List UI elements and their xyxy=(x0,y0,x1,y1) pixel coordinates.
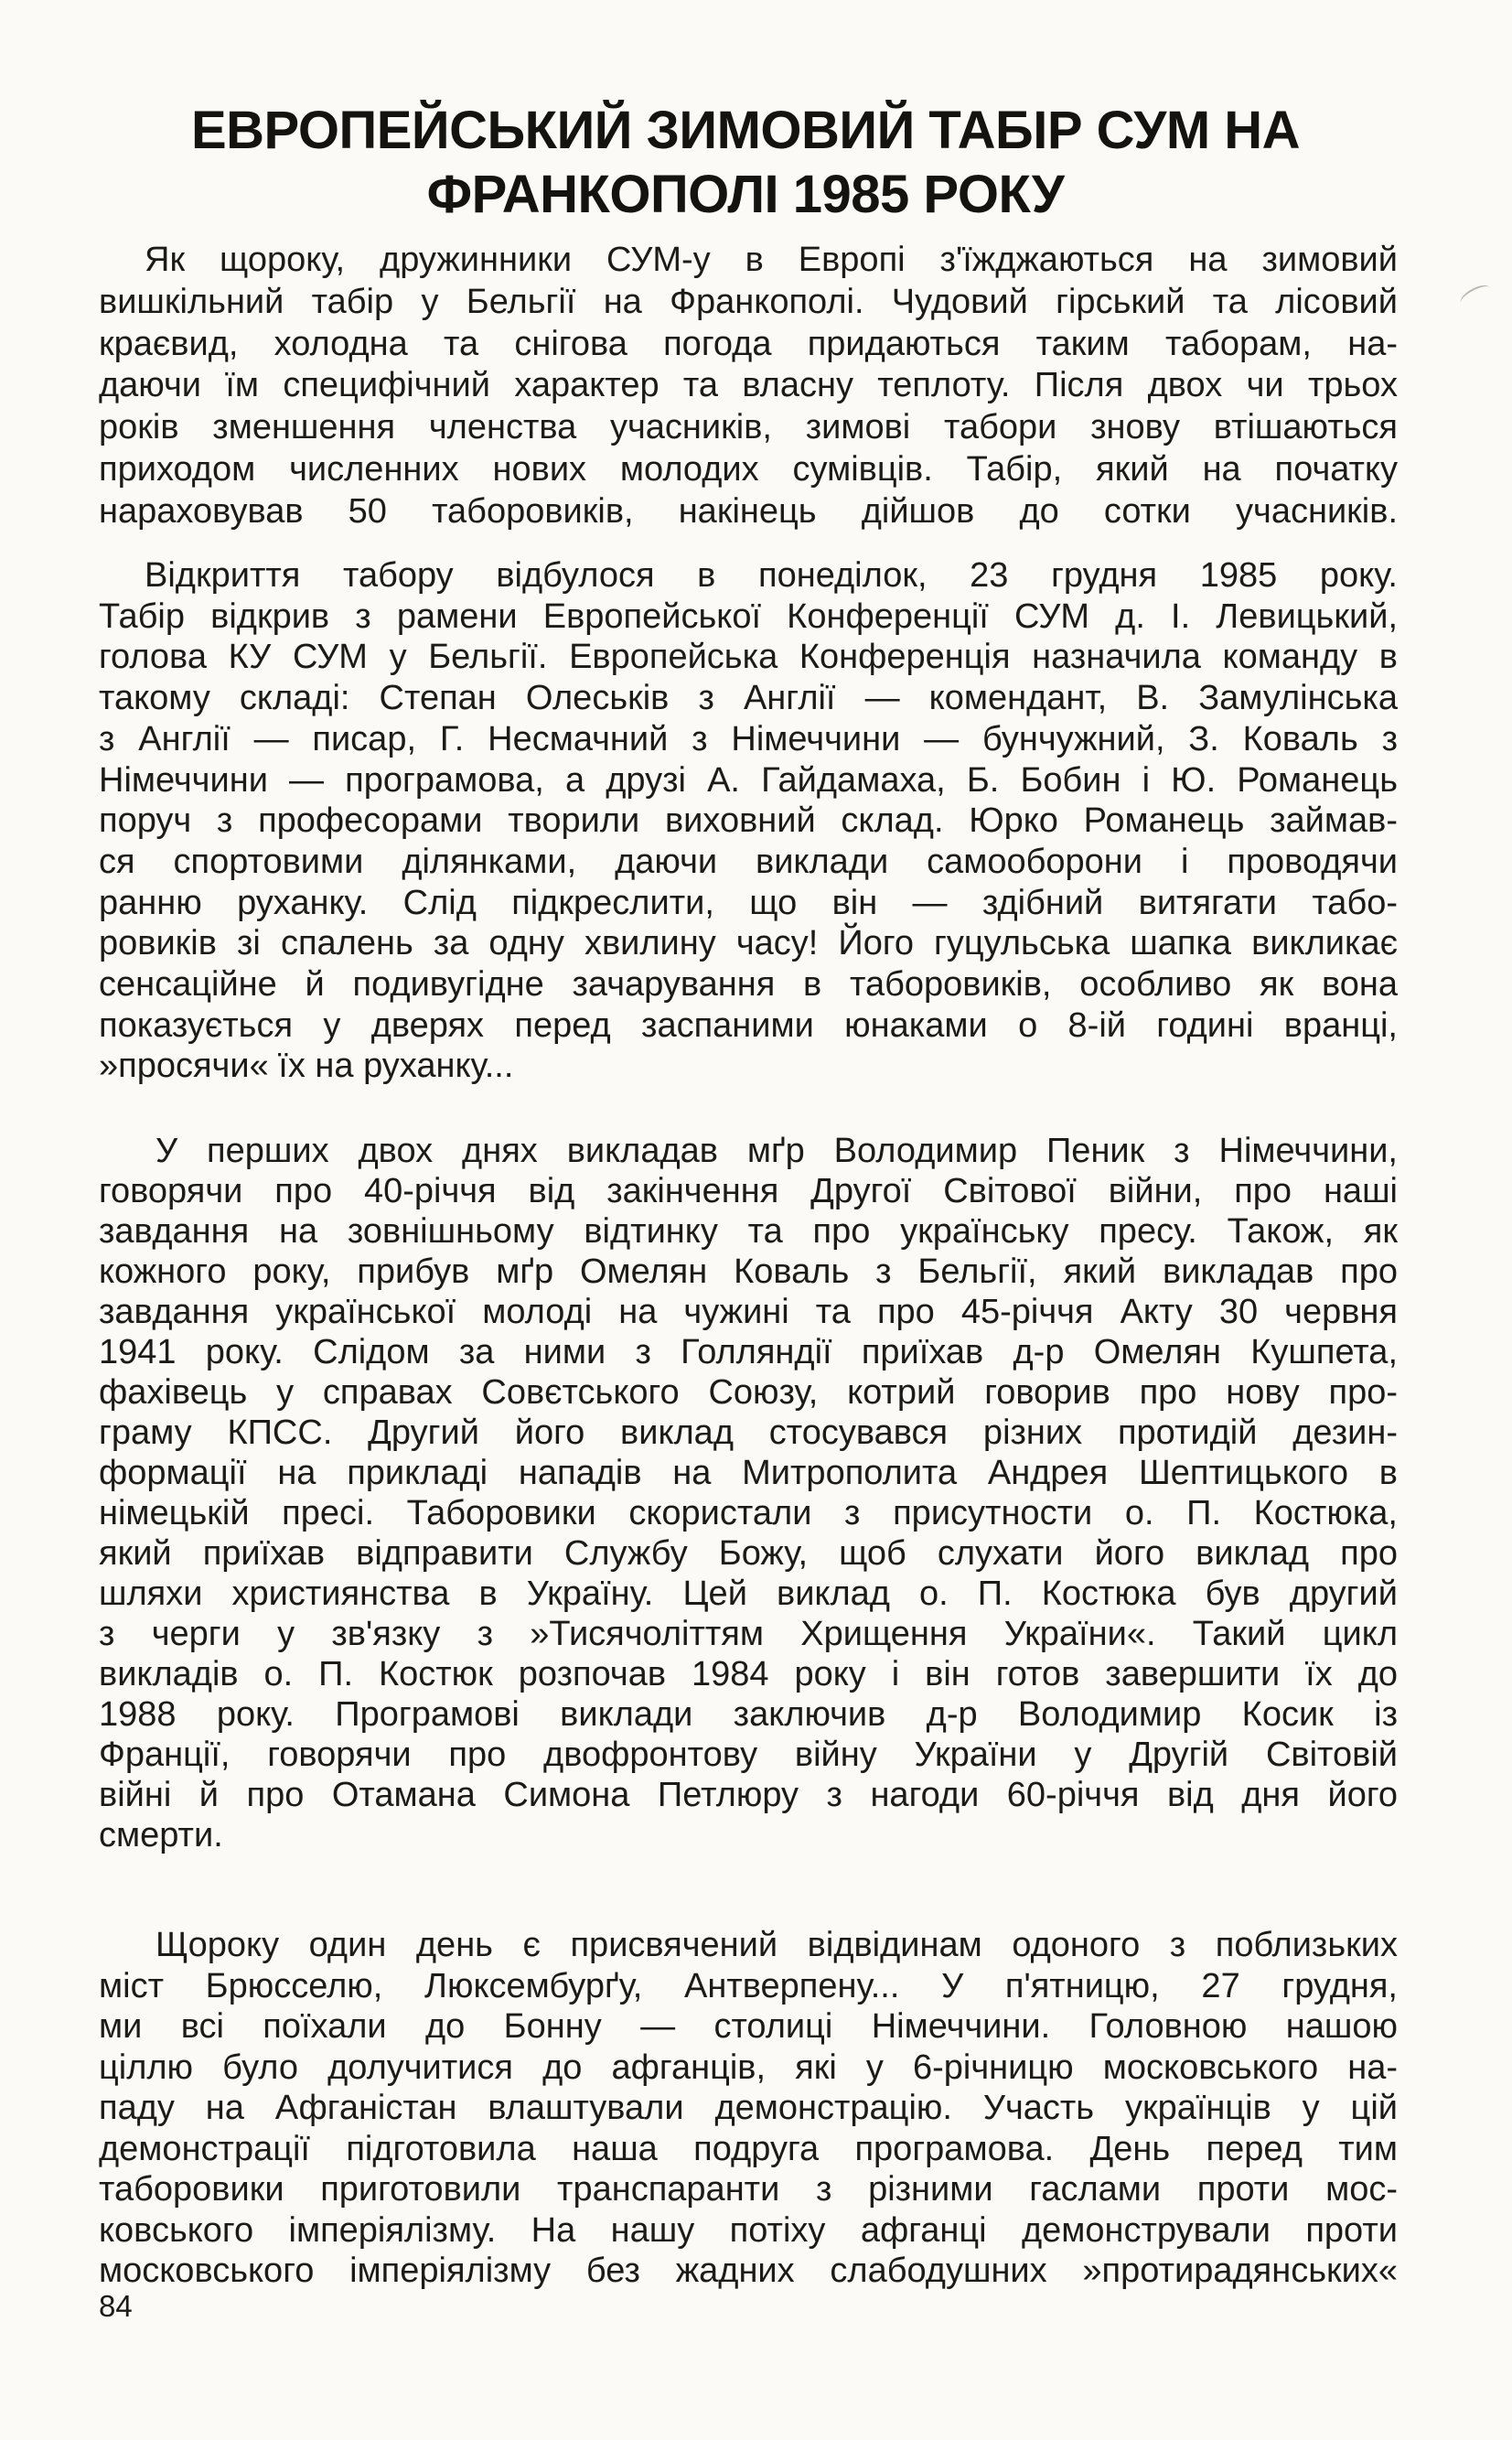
text-line: сенсаційне й подивугідне зачарування в таборовиків, особливо як вона xyxy=(99,965,1398,1005)
text-line: граму КПСС. Другий його виклад стосувався різних протидій дезин- xyxy=(99,1413,1398,1452)
text-line: ковського імперіялізму. На нашу потіху афганці демонстрували проти xyxy=(99,2210,1398,2250)
text-line: говорячи про 40-річчя від закінчення Другої Світової війни, про наші xyxy=(99,1172,1398,1210)
text-line: фахівець у справах Совєтського Союзу, котрий говорив про нову про- xyxy=(99,1373,1398,1412)
page-number: 84 xyxy=(99,2289,133,2323)
text-line: завдання української молоді на чужині та про 45-річчя Акту 30 червня xyxy=(99,1293,1398,1331)
text-line: з черги у зв'язку з »Тисячоліттям Хрищення України«. Такий цикл xyxy=(99,1615,1398,1653)
text-line: ся спортовими ділянками, даючи виклади самооборони і проводячи xyxy=(99,842,1398,881)
text-line: Як щороку, дружинники СУМ-у в Европі з'їжджаються на зимовий xyxy=(145,241,1398,279)
paragraph-excursion xyxy=(99,1925,1398,2292)
paragraph-opening xyxy=(99,555,1398,1087)
article-title xyxy=(91,99,1399,227)
text-line: кожного року, прибув мґр Омелян Коваль з Бельгії, який викладав про xyxy=(99,1252,1398,1291)
margin-mark xyxy=(1457,281,1493,309)
text-line: московського імперіялізму без жадних слабодушних »протирадянських« xyxy=(99,2252,1398,2290)
text-line: ціллю було долучитися до афганців, які у 6-річницю московського на- xyxy=(99,2048,1398,2087)
text-line: 1941 року. Слідом за ними з Голляндії приїхав д-р Омелян Кушпета, xyxy=(99,1333,1398,1371)
text-line: ранню руханку. Слід підкреслити, що він — здібний витягати табо- xyxy=(99,883,1398,922)
text-line: Табір відкрив з рамени Европейської Конференції СУМ д. І. Левицький, xyxy=(99,597,1398,636)
text-line: формації на прикладі нападів на Митрополита Андрея Шептицького в xyxy=(99,1454,1398,1492)
text-line: У перших двох днях викладав мґр Володимир Пеник з Німеччини, xyxy=(155,1132,1398,1170)
title-line: ЕВРОПЕЙСЬКИЙ ЗИМОВИЙ ТАБІР СУМ НА xyxy=(190,101,1301,160)
text-line: поруч з професорами творили виховний склад. Юрко Романець займав- xyxy=(99,801,1398,841)
text-line: німецькій пресі. Таборовики скористали з присутности о. П. Костюка, xyxy=(99,1494,1398,1532)
paragraph-intro xyxy=(99,240,1398,533)
text-line: смерти. xyxy=(99,1816,223,1854)
text-line: Щороку один день є присвячений відвідинам одоного з поблизьких xyxy=(155,1926,1398,1964)
text-line: даючи їм специфічний характер та власну теплоту. Після двох чи трьох xyxy=(99,366,1398,405)
text-line: викладів о. П. Костюк розпочав 1984 року і він готов завершити їх до xyxy=(99,1655,1398,1693)
text-line: шляхи християнства в Україну. Цей виклад о. П. Костюка був другий xyxy=(99,1575,1398,1613)
text-line: завдання на зовнішньому відтинку та про українську пресу. Також, як xyxy=(99,1212,1398,1251)
text-line: паду на Афганістан влаштували демонстрацію. Участь українців у цій xyxy=(99,2089,1398,2127)
text-line: Відкриття табору відбулося в понеділок, 23 грудня 1985 року. xyxy=(145,556,1398,595)
text-line: Німеччини — програмова, а друзі А. Гайдамаха, Б. Бобин і Ю. Романець xyxy=(99,760,1398,800)
text-line: 1988 року. Програмові виклади заключив д-р Володимир Косик із xyxy=(99,1695,1398,1734)
text-line: »просячи« їх на руханку... xyxy=(99,1047,514,1086)
text-line: з Англії — писар, Г. Несмачний з Німеччини — бунчужний, З. Коваль з xyxy=(99,719,1398,758)
text-line: нараховував 50 таборовиків, накінець дійшов до сотки учасників. xyxy=(99,491,1398,531)
text-line: такому складі: Степан Олеськів з Англії — комендант, В. Замулінська xyxy=(99,679,1398,718)
title-line: ФРАНКОПОЛІ 1985 РОКУ xyxy=(426,165,1065,224)
text-line: років зменшення членства учасників, зимові табори знову втішаються xyxy=(99,408,1398,447)
text-line: міст Брюсселю, Люксембурґу, Антверпену... У п'ятницю, 27 грудня, xyxy=(99,1966,1398,2005)
text-line: який приїхав відправити Службу Божу, щоб слухати його виклад про xyxy=(99,1534,1398,1573)
text-line: приходом численних нових молодих сумівців. Табір, який на початку xyxy=(99,449,1398,489)
text-line: ровиків зі спалень за одну хвилину часу! Його гуцульська шапка викликає xyxy=(99,924,1398,963)
text-line: таборовики приготовили транспаранти з різними гаслами проти мос- xyxy=(99,2170,1398,2209)
text-line: показується у дверях перед заспаними юнаками о 8-ій годині вранці, xyxy=(99,1005,1398,1045)
text-line: Франції, говорячи про двофронтову війну України у Другій Світовій xyxy=(99,1736,1398,1774)
text-line: вишкільний табір у Бельгії на Франкополі. Чудовий гірський та лісовий xyxy=(99,282,1398,321)
paragraph-lectures xyxy=(99,1131,1398,1855)
text-line: ми всі поїхали до Бонну — столиці Німеччини. Головною нашою xyxy=(99,2007,1398,2046)
text-line: війні й про Отамана Симона Петлюру з нагоди 60-річчя від дня його xyxy=(99,1776,1398,1814)
text-line: демонстрації підготовила наша подруга програмова. День перед тим xyxy=(99,2129,1398,2168)
text-line: краєвид, холодна та снігова погода придаються таким таборам, на- xyxy=(99,324,1398,363)
text-line: голова КУ СУМ у Бельгії. Европейська Конференція назначила команду в xyxy=(99,638,1398,677)
